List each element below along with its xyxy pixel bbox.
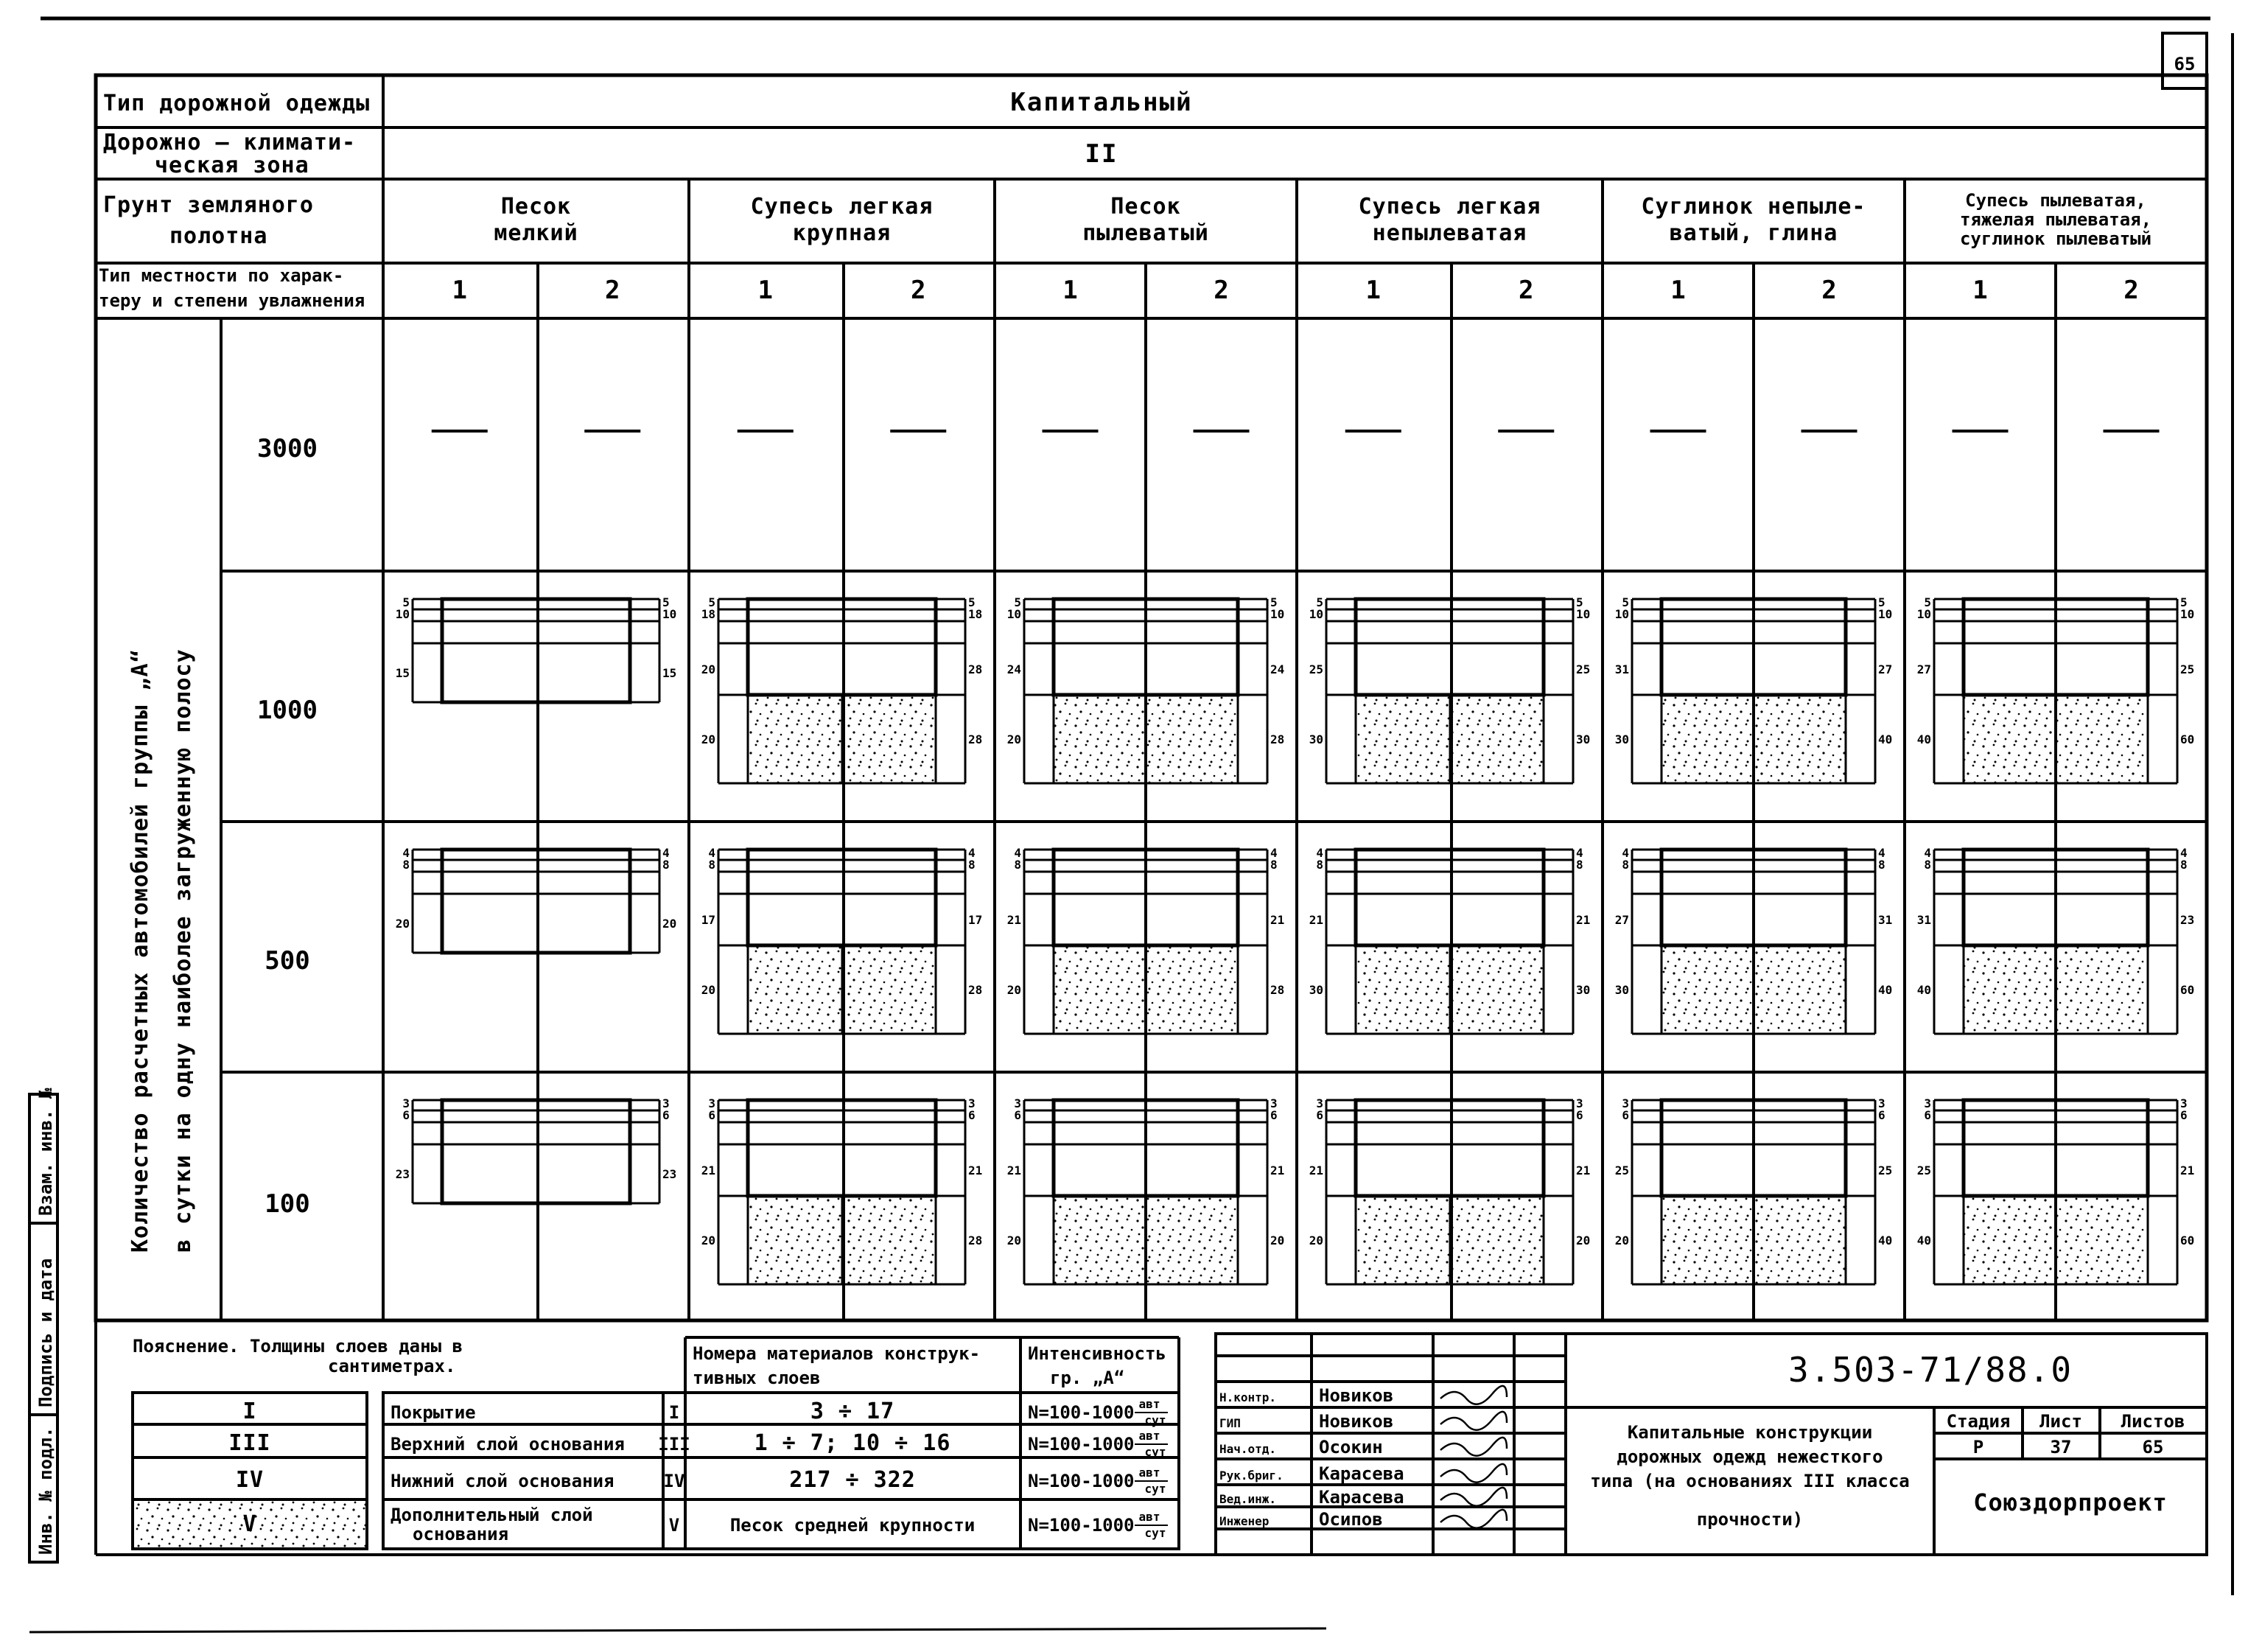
layer-thickness-left: 20 (701, 732, 715, 746)
layer-thickness-right: 8 (662, 858, 670, 872)
layer-thickness-left: 6 (1622, 1108, 1629, 1122)
signature-name: Новиков (1319, 1385, 1394, 1406)
layer-thickness-left: 24 (1006, 662, 1021, 676)
terrain-type-2-1: 1 (757, 276, 773, 305)
pavement-body (1356, 599, 1544, 695)
row-label-terrain-1: Тип местности по харак- (99, 265, 344, 286)
layer-thickness-right: 20 (662, 917, 677, 931)
layer-thickness-left: 8 (1924, 858, 1931, 872)
layer-diagram (396, 846, 677, 953)
layer-thickness-right: 28 (968, 662, 983, 676)
col-materials-1: Номера материалов конструк- (693, 1343, 981, 1364)
material-row-unit-top: авт (1138, 1510, 1160, 1524)
layer-thickness-right: 8 (2180, 858, 2188, 872)
sheets-label: Листов (2121, 1411, 2185, 1432)
layer-thickness-left: 10 (1006, 607, 1021, 621)
layer-diagram (396, 1096, 677, 1203)
layer-thickness-right: 4 (1270, 846, 1278, 860)
layer-thickness-right: 24 (1270, 662, 1285, 676)
terrain-type-4-1: 1 (1365, 276, 1381, 305)
layer-thickness-left: 3 (1316, 1096, 1323, 1110)
layer-thickness-right: 60 (2180, 1233, 2195, 1247)
legend-roman-5: V (242, 1511, 257, 1537)
layer-thickness-right: 28 (968, 732, 983, 746)
layer-thickness-left: 21 (1309, 1163, 1323, 1177)
soil-header-3-line-2: пылеватый (1082, 220, 1209, 246)
layer-thickness-left: 40 (1916, 1233, 1931, 1247)
soil-header-3-line-1: Песок (1110, 194, 1181, 220)
material-row-intensity: N=100-1000 (1028, 1402, 1135, 1423)
layer-thickness-right: 27 (1878, 662, 1893, 676)
material-row-unit-bottom: сут (1144, 1445, 1166, 1459)
layer-thickness-left: 31 (1916, 913, 1931, 927)
material-row-roman: IV (663, 1471, 685, 1491)
sheet-label: Лист (2039, 1411, 2082, 1432)
layer-thickness-right: 21 (1270, 1163, 1285, 1177)
layer-thickness-left: 4 (1014, 846, 1021, 860)
layer-thickness-left: 8 (1622, 858, 1629, 872)
layer-thickness-right: 4 (2180, 846, 2188, 860)
material-row-numbers: 217 ÷ 322 (789, 1467, 916, 1493)
terrain-type-4-2: 2 (1519, 276, 1534, 305)
organization-name: Союздорпроект (1973, 1488, 2168, 1516)
row-label-soil-2: полотна (169, 223, 268, 249)
layer-thickness-right: 6 (1270, 1108, 1278, 1122)
material-row-unit-bottom: сут (1144, 1526, 1166, 1540)
layer-thickness-right: 3 (2180, 1096, 2188, 1110)
layer-thickness-right: 8 (1878, 858, 1885, 872)
side-stamp-replace: Взам. инв. № (35, 1088, 56, 1216)
layer-thickness-left: 8 (402, 858, 410, 872)
material-rows (391, 1397, 1168, 1544)
pavement-body (442, 1100, 630, 1203)
terrain-type-5-2: 2 (1821, 276, 1837, 305)
layer-thickness-right: 28 (968, 983, 983, 997)
legend-roman-3: III (228, 1430, 271, 1456)
layer-thickness-left: 30 (1309, 732, 1323, 746)
pavement-body (748, 1100, 936, 1196)
layer-thickness-right: 40 (1878, 732, 1893, 746)
soil-header-4-line-1: Супесь легкая (1358, 194, 1541, 220)
material-row-roman: I (668, 1402, 680, 1423)
col-intensity-1: Интенсивность (1028, 1343, 1166, 1364)
layer-thickness-right: 23 (662, 1167, 677, 1181)
layer-thickness-left: 10 (1309, 607, 1323, 621)
soil-header-4-line-2: непылеватая (1372, 220, 1527, 246)
signature-role: Н.контр. (1219, 1390, 1277, 1404)
signature-scribble (1440, 1386, 1507, 1404)
layer-thickness-right: 60 (2180, 732, 2195, 746)
terrain-type-6-2: 2 (2123, 276, 2139, 305)
layer-thickness-left: 27 (1916, 662, 1931, 676)
doc-title-3: типа (на основаниях III класса (1590, 1471, 1910, 1491)
soil-header-2-line-1: Супесь легкая (750, 194, 934, 220)
row-label-terrain-2: теру и степени увлажнения (99, 290, 365, 311)
pavement-body (1356, 1100, 1544, 1196)
layer-thickness-left: 20 (1309, 1233, 1323, 1247)
doc-title-4: прочности) (1696, 1509, 1804, 1530)
intensity-1000: 1000 (257, 696, 318, 725)
layer-thickness-right: 21 (1270, 913, 1285, 927)
soil-header-1-line-2: мелкий (494, 220, 578, 246)
signature-name: Карасева (1319, 1463, 1404, 1484)
layer-thickness-left: 3 (1014, 1096, 1021, 1110)
layer-thickness-left: 21 (701, 1163, 715, 1177)
layer-diagram (1309, 1096, 1591, 1284)
material-row-numbers: Песок средней крупности (729, 1515, 976, 1536)
pavement-body (1356, 850, 1544, 945)
material-row-name: основания (413, 1524, 509, 1544)
layer-thickness-left: 5 (402, 595, 410, 609)
side-stamp-sign: Подпись и дата (35, 1258, 56, 1407)
pavement-body (748, 850, 936, 945)
layer-thickness-right: 5 (1270, 595, 1278, 609)
layer-thickness-right: 6 (1576, 1108, 1583, 1122)
signature-name: Осокин (1319, 1437, 1383, 1457)
signature-role: Вед.инж. (1219, 1492, 1277, 1506)
layer-thickness-left: 8 (708, 858, 715, 872)
layer-thickness-left: 10 (1614, 607, 1629, 621)
material-row-numbers: 1 ÷ 7; 10 ÷ 16 (754, 1430, 951, 1456)
stage-value: Р (1972, 1437, 1984, 1457)
soil-header-6-line-1: Супесь пылеватая, (1965, 190, 2146, 211)
layer-thickness-left: 8 (1316, 858, 1323, 872)
sheet-value: 37 (2050, 1437, 2072, 1457)
layer-thickness-right: 3 (1576, 1096, 1583, 1110)
layer-thickness-right: 20 (1576, 1233, 1591, 1247)
layer-thickness-right: 21 (1576, 1163, 1591, 1177)
side-stamp-inv: Инв. № подл. (35, 1427, 56, 1555)
layer-thickness-left: 6 (708, 1108, 715, 1122)
layer-thickness-left: 20 (1006, 983, 1021, 997)
signature-role: ГИП (1219, 1416, 1241, 1430)
layer-thickness-right: 5 (2180, 595, 2188, 609)
layer-thickness-right: 5 (1878, 595, 1885, 609)
layer-thickness-left: 20 (1006, 1233, 1021, 1247)
document-code: 3.503-71/88.0 (1787, 1350, 2073, 1390)
layer-thickness-right: 6 (662, 1108, 670, 1122)
layer-thickness-left: 6 (1924, 1108, 1931, 1122)
material-row-numbers: 3 ÷ 17 (810, 1399, 895, 1424)
layer-thickness-left: 20 (395, 917, 410, 931)
signature-scribble (1440, 1464, 1507, 1483)
layer-thickness-left: 25 (1614, 1163, 1629, 1177)
signature-role: Нач.отд. (1219, 1442, 1277, 1456)
layer-thickness-left: 21 (1309, 913, 1323, 927)
layer-diagrams (396, 595, 2195, 1284)
col-intensity-2: гр. „А“ (1050, 1368, 1125, 1388)
layer-thickness-left: 4 (402, 846, 410, 860)
layer-thickness-left: 10 (395, 607, 410, 621)
layer-thickness-right: 4 (1576, 846, 1583, 860)
layer-thickness-left: 18 (701, 607, 715, 621)
material-row-intensity: N=100-1000 (1028, 1471, 1135, 1491)
layer-thickness-right: 3 (1270, 1096, 1278, 1110)
layer-diagram (1309, 595, 1591, 783)
material-row-name: Дополнительный слой (391, 1505, 593, 1525)
intensity-3000: 3000 (257, 434, 318, 463)
doc-title-1: Капитальные конструкции (1627, 1422, 1873, 1443)
page-number: 65 (2174, 54, 2196, 74)
row-label-soil-1: Грунт земляного (103, 192, 314, 218)
pavement-body (442, 850, 630, 953)
terrain-type-3-1: 1 (1062, 276, 1078, 305)
layer-thickness-right: 28 (1270, 732, 1285, 746)
pavement-type-value: Капитальный (1010, 88, 1193, 117)
layer-thickness-right: 6 (1878, 1108, 1885, 1122)
layer-thickness-left: 6 (1014, 1108, 1021, 1122)
vertical-label-line-1: Количество расчетных автомобилей группы „А“ (127, 648, 153, 1253)
material-row-name: Нижний слой основания (391, 1471, 614, 1491)
layer-thickness-right: 17 (968, 913, 983, 927)
signature-role: Инженер (1219, 1514, 1270, 1528)
layer-thickness-left: 30 (1309, 983, 1323, 997)
signature-scribble (1440, 1438, 1507, 1456)
signature-scribble (1440, 1412, 1507, 1430)
layer-diagram (1309, 846, 1591, 1034)
soil-header-5-line-2: ватый, глина (1669, 220, 1838, 246)
layer-thickness-left: 31 (1614, 662, 1629, 676)
sheets-value: 65 (2142, 1437, 2164, 1457)
layer-thickness-left: 20 (1006, 732, 1021, 746)
signature-role: Рук.бриг. (1219, 1469, 1284, 1483)
soil-header-1-line-1: Песок (500, 194, 572, 220)
legend-roman-4: IV (235, 1467, 265, 1493)
layer-thickness-right: 21 (968, 1163, 983, 1177)
doc-title-2: дорожных одежд нежесткого (1617, 1446, 1883, 1467)
layer-thickness-left: 10 (1916, 607, 1931, 621)
layer-thickness-right: 40 (1878, 983, 1893, 997)
layer-thickness-right: 8 (1270, 858, 1278, 872)
material-row-intensity: N=100-1000 (1028, 1434, 1135, 1455)
layer-thickness-right: 21 (2180, 1163, 2195, 1177)
material-row-unit-top: авт (1138, 1397, 1160, 1411)
layer-thickness-left: 20 (701, 1233, 715, 1247)
layer-thickness-right: 8 (968, 858, 976, 872)
layer-diagram (701, 846, 983, 1034)
layer-thickness-right: 6 (2180, 1108, 2188, 1122)
signature-name: Осипов (1319, 1509, 1383, 1530)
layer-thickness-right: 28 (968, 1233, 983, 1247)
terrain-type-3-2: 2 (1214, 276, 1229, 305)
layer-thickness-left: 3 (1622, 1096, 1629, 1110)
signature-name: Карасева (1319, 1487, 1404, 1508)
layer-thickness-right: 25 (2180, 662, 2195, 676)
layer-thickness-right: 25 (1878, 1163, 1893, 1177)
layer-thickness-left: 27 (1614, 913, 1629, 927)
layer-thickness-right: 20 (1270, 1233, 1285, 1247)
layer-thickness-left: 3 (402, 1096, 410, 1110)
layer-thickness-right: 28 (1270, 983, 1285, 997)
layer-thickness-right: 23 (2180, 913, 2195, 927)
bottom-page-line (29, 1628, 1326, 1632)
layer-thickness-left: 40 (1916, 732, 1931, 746)
layer-thickness-right: 5 (968, 595, 976, 609)
layer-diagram (396, 595, 677, 702)
layer-thickness-right: 31 (1878, 913, 1893, 927)
pavement-body (748, 599, 936, 695)
layer-thickness-left: 21 (1006, 1163, 1021, 1177)
material-row-name: Покрытие (391, 1402, 476, 1423)
layer-diagram (701, 595, 983, 783)
soil-header-5-line-1: Суглинок непыле- (1641, 194, 1866, 220)
intensity-100: 100 (265, 1189, 310, 1219)
layer-thickness-left: 21 (1006, 913, 1021, 927)
signature-scribble (1440, 1510, 1507, 1528)
layer-thickness-left: 3 (708, 1096, 715, 1110)
material-row-intensity: N=100-1000 (1028, 1515, 1135, 1536)
layer-thickness-right: 10 (1878, 607, 1893, 621)
layer-thickness-left: 20 (701, 983, 715, 997)
layer-thickness-right: 8 (1576, 858, 1583, 872)
layer-thickness-right: 4 (968, 846, 976, 860)
layer-thickness-left: 8 (1014, 858, 1021, 872)
legend-roman-1: I (242, 1399, 257, 1424)
layer-thickness-right: 60 (2180, 983, 2195, 997)
soil-header-6-line-3: суглинок пылеватый (1959, 228, 2152, 249)
layer-thickness-right: 15 (662, 666, 677, 680)
layer-thickness-right: 10 (662, 607, 677, 621)
layer-thickness-left: 5 (1316, 595, 1323, 609)
material-row-roman: V (668, 1515, 680, 1536)
terrain-type-6-1: 1 (1972, 276, 1988, 305)
layer-thickness-left: 4 (1924, 846, 1931, 860)
material-row-unit-bottom: сут (1144, 1413, 1166, 1427)
terrain-type-1-2: 2 (605, 276, 620, 305)
layer-thickness-left: 3 (1924, 1096, 1931, 1110)
layer-thickness-left: 23 (395, 1167, 410, 1181)
signature-scribble (1440, 1488, 1507, 1506)
layer-thickness-left: 25 (1916, 1163, 1931, 1177)
layer-thickness-right: 3 (662, 1096, 670, 1110)
layer-thickness-right: 4 (662, 846, 670, 860)
row-label-climate-zone-2: ческая зона (155, 153, 309, 178)
terrain-type-2-2: 2 (911, 276, 926, 305)
layer-thickness-left: 15 (395, 666, 410, 680)
material-row-name: Верхний слой основания (391, 1434, 625, 1455)
layer-thickness-right: 30 (1576, 732, 1591, 746)
layer-thickness-left: 20 (701, 662, 715, 676)
intensity-500: 500 (265, 946, 310, 976)
layer-thickness-left: 5 (1014, 595, 1021, 609)
stage-label: Стадия (1946, 1411, 2011, 1432)
explanation-line-2: сантиметрах. (328, 1356, 456, 1376)
soil-header-6-line-2: тяжелая пылеватая, (1959, 209, 2152, 230)
layer-thickness-right: 5 (1576, 595, 1583, 609)
layer-thickness-right: 40 (1878, 1233, 1893, 1247)
material-row-roman: III (658, 1434, 690, 1455)
layer-thickness-left: 6 (1316, 1108, 1323, 1122)
layer-thickness-right: 10 (1270, 607, 1285, 621)
soil-headers (494, 190, 2151, 249)
layer-thickness-right: 10 (1576, 607, 1591, 621)
layer-thickness-right: 30 (1576, 983, 1591, 997)
layer-thickness-left: 4 (1622, 846, 1629, 860)
material-row-unit-top: авт (1138, 1429, 1160, 1443)
layer-thickness-right: 25 (1576, 662, 1591, 676)
layer-thickness-right: 10 (2180, 607, 2195, 621)
pavement-body (442, 599, 630, 702)
layer-thickness-right: 6 (968, 1108, 976, 1122)
terrain-type-1-1: 1 (452, 276, 467, 305)
layer-thickness-right: 18 (968, 607, 983, 621)
material-row-unit-bottom: сут (1144, 1482, 1166, 1496)
layer-thickness-left: 25 (1309, 662, 1323, 676)
signature-name: Новиков (1319, 1411, 1394, 1432)
layer-thickness-left: 5 (1924, 595, 1931, 609)
climate-zone-value: II (1085, 139, 1118, 169)
material-row-unit-top: авт (1138, 1466, 1160, 1480)
terrain-type-5-1: 1 (1670, 276, 1686, 305)
row-label-climate-zone-1: Дорожно – климати- (103, 130, 357, 155)
layer-thickness-left: 6 (402, 1108, 410, 1122)
layer-thickness-left: 4 (1316, 846, 1323, 860)
layer-thickness-left: 30 (1614, 732, 1629, 746)
layer-thickness-right: 3 (968, 1096, 976, 1110)
col-materials-2: тивных слоев (693, 1368, 821, 1388)
layer-thickness-left: 4 (708, 846, 715, 860)
layer-thickness-right: 4 (1878, 846, 1885, 860)
layer-diagram (701, 1096, 983, 1284)
layer-thickness-left: 5 (708, 595, 715, 609)
layer-thickness-right: 21 (1576, 913, 1591, 927)
layer-thickness-left: 40 (1916, 983, 1931, 997)
row-label-pavement-type: Тип дорожной одежды (103, 91, 371, 116)
layer-thickness-left: 30 (1614, 983, 1629, 997)
explanation-line-1: Пояснение. Толщины слоев даны в (133, 1336, 463, 1357)
layer-thickness-left: 17 (701, 913, 715, 927)
vertical-label-line-2: в сутки на одну наиболее загруженную полосу (170, 648, 196, 1253)
soil-header-2-line-2: крупная (792, 220, 892, 246)
layer-thickness-left: 20 (1614, 1233, 1629, 1247)
layer-thickness-left: 5 (1622, 595, 1629, 609)
layer-thickness-right: 5 (662, 595, 670, 609)
layer-thickness-right: 3 (1878, 1096, 1885, 1110)
